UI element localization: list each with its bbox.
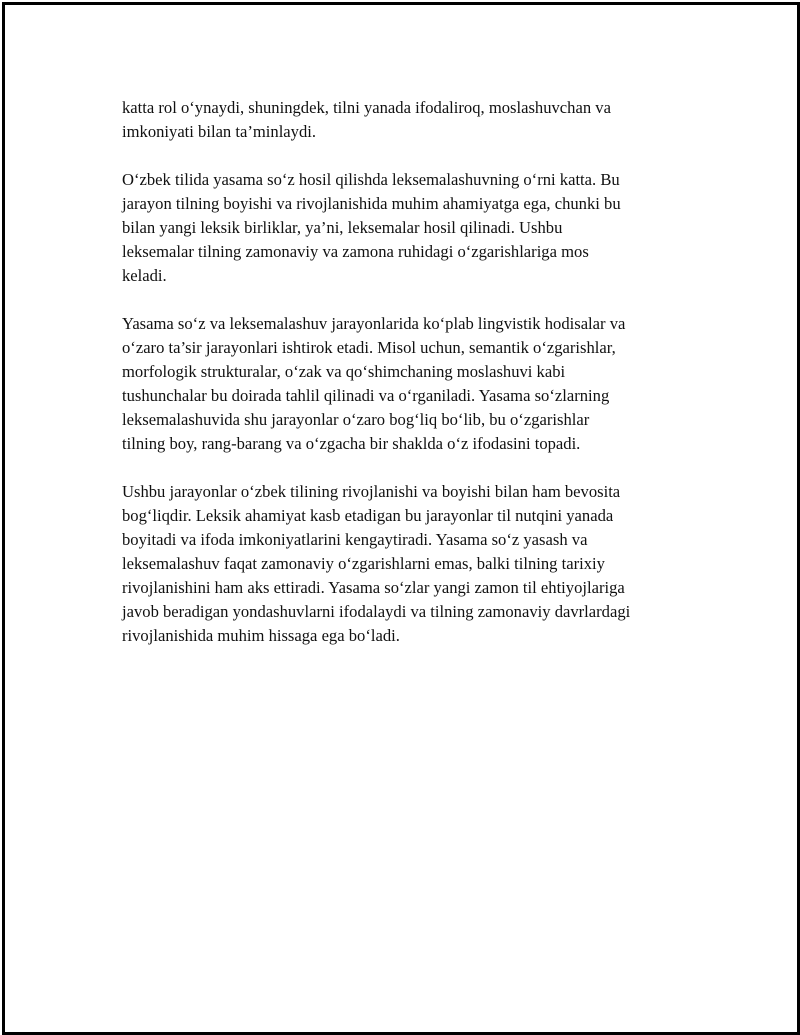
text-line: leksemalashuv faqat zamonaviy o‘zgarishlarni emas, balki tilning tarixiy (122, 554, 605, 573)
text-line: o‘zaro ta’sir jarayonlari ishtirok etadi. Misol uchun, semantik o‘zgarishlar, (122, 338, 616, 357)
text-line: leksemalashuvida shu jarayonlar o‘zaro bog‘liq bo‘lib, bu o‘zgarishlar (122, 410, 590, 429)
page-frame (2, 2, 800, 1035)
text-line: rivojlanishida muhim hissaga ega bo‘ladi. (122, 626, 400, 645)
text-line: Ushbu jarayonlar o‘zbek tilining rivojlanishi va boyishi bilan ham bevosita (122, 482, 621, 501)
text-line: bog‘liqdir. Leksik ahamiyat kasb etadigan bu jarayonlar til nutqini yanada (122, 506, 614, 525)
paragraph-3 (122, 312, 702, 456)
text-line: rivojlanishini ham aks ettiradi. Yasama so‘zlar yangi zamon til ehtiyojlariga (122, 578, 625, 597)
text-line: tilning boy, rang-barang va o‘zgacha bir shaklda o‘z ifodasini topadi. (122, 434, 581, 453)
text-line: Yasama so‘z va leksemalashuv jarayonlarida ko‘plab lingvistik hodisalar va (122, 314, 626, 333)
text-line: boyitadi va ifoda imkoniyatlarini kengaytiradi. Yasama so‘z yasash va (122, 530, 588, 549)
document-body (122, 96, 702, 672)
paragraph-1 (122, 96, 702, 144)
text-line: morfologik strukturalar, o‘zak va qo‘shimchaning moslashuvi kabi (122, 362, 566, 381)
paragraph-2 (122, 168, 702, 288)
text-line: jarayon tilning boyishi va rivojlanishida muhim ahamiyatga ega, chunki bu (122, 194, 621, 213)
text-line: keladi. (122, 266, 167, 285)
text-line: bilan yangi leksik birliklar, ya’ni, leksemalar hosil qilinadi. Ushbu (122, 218, 563, 237)
text-line: katta rol o‘ynaydi, shuningdek, tilni yanada ifodaliroq, moslashuvchan va (122, 98, 611, 117)
text-line: tushunchalar bu doirada tahlil qilinadi va o‘rganiladi. Yasama so‘zlarning (122, 386, 610, 405)
text-line: javob beradigan yondashuvlarni ifodalaydi va tilning zamonaviy davrlardagi (122, 602, 631, 621)
paragraph-4 (122, 480, 702, 648)
text-line: O‘zbek tilida yasama so‘z hosil qilishda leksemalashuvning o‘rni katta. Bu (122, 170, 620, 189)
text-line: leksemalar tilning zamonaviy va zamona ruhidagi o‘zgarishlariga mos (122, 242, 589, 261)
text-line: imkoniyati bilan ta’minlaydi. (122, 122, 317, 141)
